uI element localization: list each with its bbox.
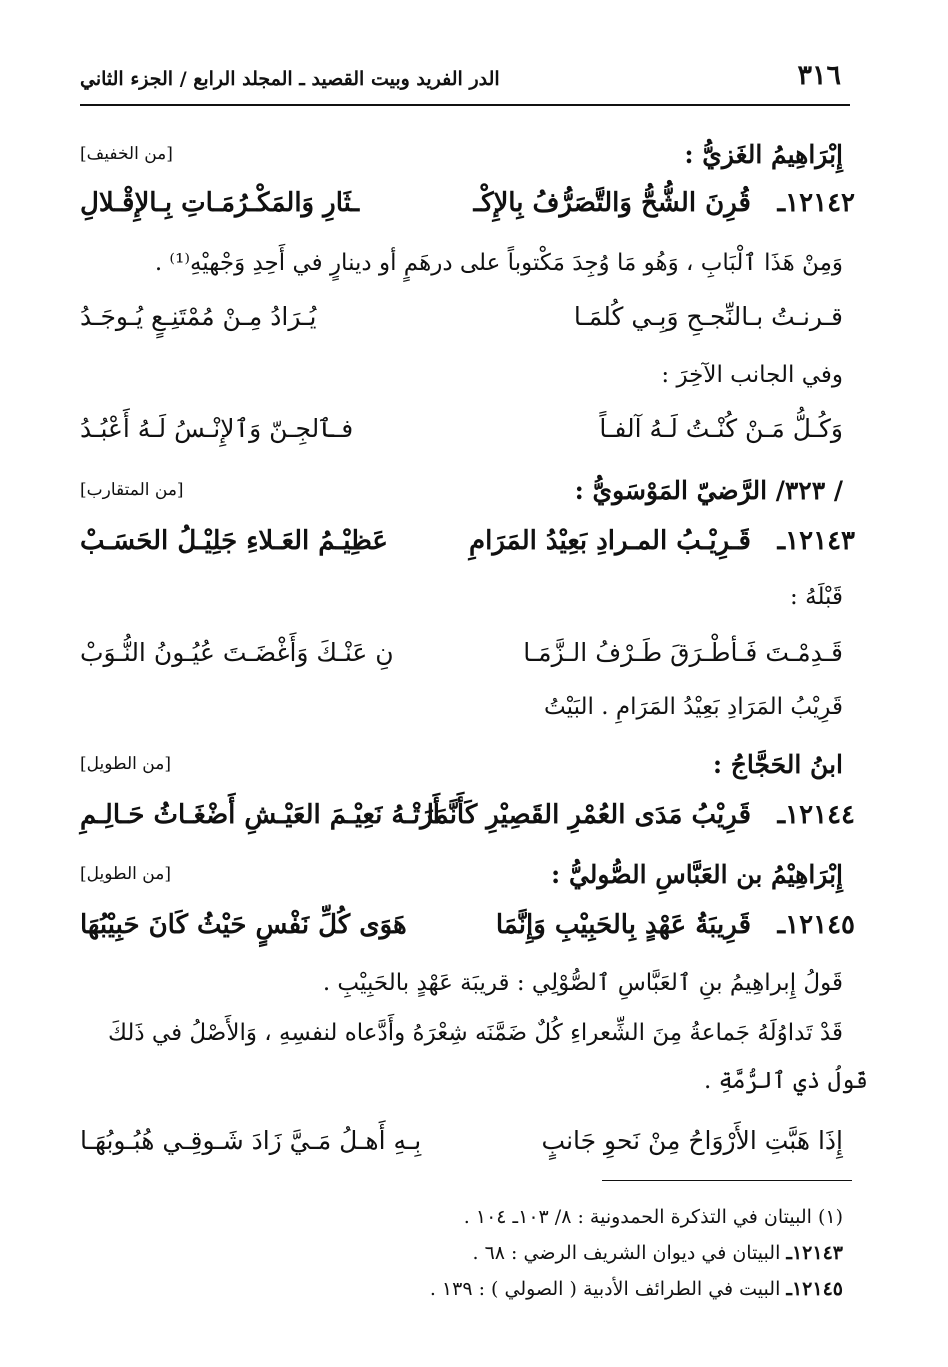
header-rule bbox=[80, 104, 850, 106]
prose-line: قَدْ تَداوُلَهُ جَماعةُ مِنَ الشِّعراءِ كُلٌ ضَمَّنَه شِعْرَهُ وأَدَّعاه لنفسِهِ ، وَالأَصْلُ في ذَلكَ bbox=[107, 1020, 843, 1046]
poet-name: إِبْرَاهِيمُ الغَزيُّ : bbox=[684, 140, 843, 169]
prose-line: قَرِيْبُ المَرَادِ بَعِيْدُ المَرَامِ . البَيْتُ bbox=[544, 694, 843, 720]
second-hemistich: بِـهِ أَهـلُ مَـيَّ زَادَ شَـوقِـي هُبُـوبُهَـا bbox=[80, 1126, 422, 1155]
meter-label: [من الخفيف] bbox=[80, 144, 173, 164]
verse-number: ١٢١٤٥ـ bbox=[777, 910, 855, 940]
verse-number: ١٢١٤٣ـ bbox=[777, 526, 855, 556]
footnote bbox=[464, 1206, 843, 1228]
prose-line: قَبْلَهُ : bbox=[790, 584, 843, 610]
poet-heading bbox=[80, 476, 843, 522]
meter-label: [من الطويل] bbox=[80, 754, 171, 774]
running-title: الدر الفريد وبيت القصيد ـ المجلد الرابع / الجزء الثاني bbox=[80, 68, 500, 90]
page-number: ٣١٦ bbox=[797, 60, 841, 91]
poet-name: ابنُ الحَجَّاجُ : bbox=[712, 750, 843, 779]
first-hemistich: قـرنـتُ بـالنِّجـحِ وَبِـي كُلمَـا bbox=[573, 302, 843, 331]
verse-12145 bbox=[80, 910, 855, 956]
footnote-text: البيتان في التذكرة الحمدونية : ٨/ ١٠٣ـ ١٠٤ . bbox=[463, 1206, 812, 1228]
second-hemistich: ـثَارِ وَالمَكْـرُمَـاتِ بِـالإِقْـلالِ bbox=[80, 188, 360, 218]
footnote-text: البيت في الطرائف الأدبية ( الصولي ) : ١٣٩ . bbox=[429, 1278, 781, 1300]
footnote-label: ١٢١٤٥ـ bbox=[786, 1278, 843, 1300]
verse-number: ١٢١٤٤ـ bbox=[777, 800, 855, 830]
second-hemistich: أَرَتْـهُ نَعِيْـمَ العَيْـشِ أَضْغَـاثُ حَـالِـمِ bbox=[80, 800, 440, 830]
second-hemistich: هَوَى كُلِّ نَفْسٍ حَيْثُ كَانَ حَبِيْبُهَا bbox=[80, 910, 407, 940]
poet-heading bbox=[80, 750, 843, 796]
first-hemistich: قَرِيبَةُ عَهْدٍ بِالحَبِيْبِ وَإِنَّمَا bbox=[495, 910, 751, 940]
footnote bbox=[472, 1242, 843, 1264]
poet-name: إِبْرَاهِيْمُ بن العَبَّاسِ الصُّوليُّ : bbox=[551, 860, 843, 889]
first-hemistich: وَكُـلُّ مَـنْ كُنْـتُ لَـهُ آلفـاً bbox=[599, 414, 843, 443]
first-hemistich: إِذَا هَبَّتِ الأَرْوَاحُ مِنْ نَحوِ جَانبٍ bbox=[541, 1126, 843, 1155]
second-hemistich: عَظِيْـمُ العَـلاءِ جَلِيْـلُ الحَسَـبْ bbox=[80, 526, 388, 556]
verse-line bbox=[80, 302, 843, 348]
poet-heading bbox=[80, 860, 843, 906]
second-hemistich: يُـرَادُ مِـنْ مُمْتَنِـعٍ يُـوجَـدُ bbox=[80, 302, 317, 331]
first-hemistich: قَرِيْبُ مَدَى العُمْرِ القَصِيْرِ كَأَنَّمَا bbox=[426, 800, 751, 830]
prose-line: وفي الجانب الآخِرَ : bbox=[661, 362, 843, 388]
first-hemistich: قُرِنَ الشُّحُّ وَالتَّصَرُّفُ بِالإِكْـ bbox=[473, 188, 751, 218]
meter-label: [من الطويل] bbox=[80, 864, 171, 884]
verse-12143 bbox=[80, 526, 855, 572]
footnote-label: (١) bbox=[817, 1206, 843, 1228]
verse-12142 bbox=[80, 188, 855, 234]
prose-line: وَمِنْ هَذَا ٱلْبَابِ ، وَهُو مَا وُجِدَ مَكْتوباً على درهَمٍ أو دينارٍ في أَحِدِ وَجْهيْهِ⁽¹⁾ . bbox=[154, 250, 843, 276]
footnote bbox=[430, 1278, 843, 1300]
running-header bbox=[80, 60, 841, 100]
verse-line bbox=[80, 1126, 843, 1172]
verse-number: ١٢١٤٢ـ bbox=[777, 188, 855, 218]
meter-label: [من المتقارب] bbox=[80, 480, 184, 500]
prose-line: قَولُ إِبراهِيمُ بنِ ٱلعَبَّاسِ ٱلصُّوْلِي : قريبَة عَهْدٍ بالحَبِيْبِ . bbox=[322, 970, 843, 996]
poet-heading bbox=[80, 140, 843, 186]
footnote-text: البيتان في ديوان الشريف الرضي : ٦٨ . bbox=[472, 1242, 781, 1264]
prose-line: قَولُ ذي ٱلرُّمَّةِ . bbox=[703, 1068, 868, 1094]
footnote-rule bbox=[602, 1180, 852, 1181]
second-hemistich: نِ عَنْـكَ وَأَغْضَـتَ عُيُـونُ النُّـوَبْ bbox=[80, 638, 394, 667]
verse-line bbox=[80, 414, 843, 460]
verse-12144 bbox=[80, 800, 855, 846]
first-hemistich: قَـدِمْـتَ فَـأطْـرَقَ طَـرْفُ الـزَّمَـا bbox=[523, 638, 843, 667]
first-hemistich: قَـرِيْـبُ المـرادِ بَعِيْدُ المَرَامِ bbox=[469, 526, 751, 556]
second-hemistich: فـٱلجِـنّ وَٱلإِنْـسُ لَـهُ أَعْبُـدُ bbox=[80, 414, 354, 443]
poet-name: / ٣٢٣/ الرَّضيّ المَوْسَويُّ : bbox=[574, 476, 843, 505]
verse-line bbox=[80, 638, 843, 684]
footnote-label: ١٢١٤٣ـ bbox=[786, 1242, 843, 1264]
